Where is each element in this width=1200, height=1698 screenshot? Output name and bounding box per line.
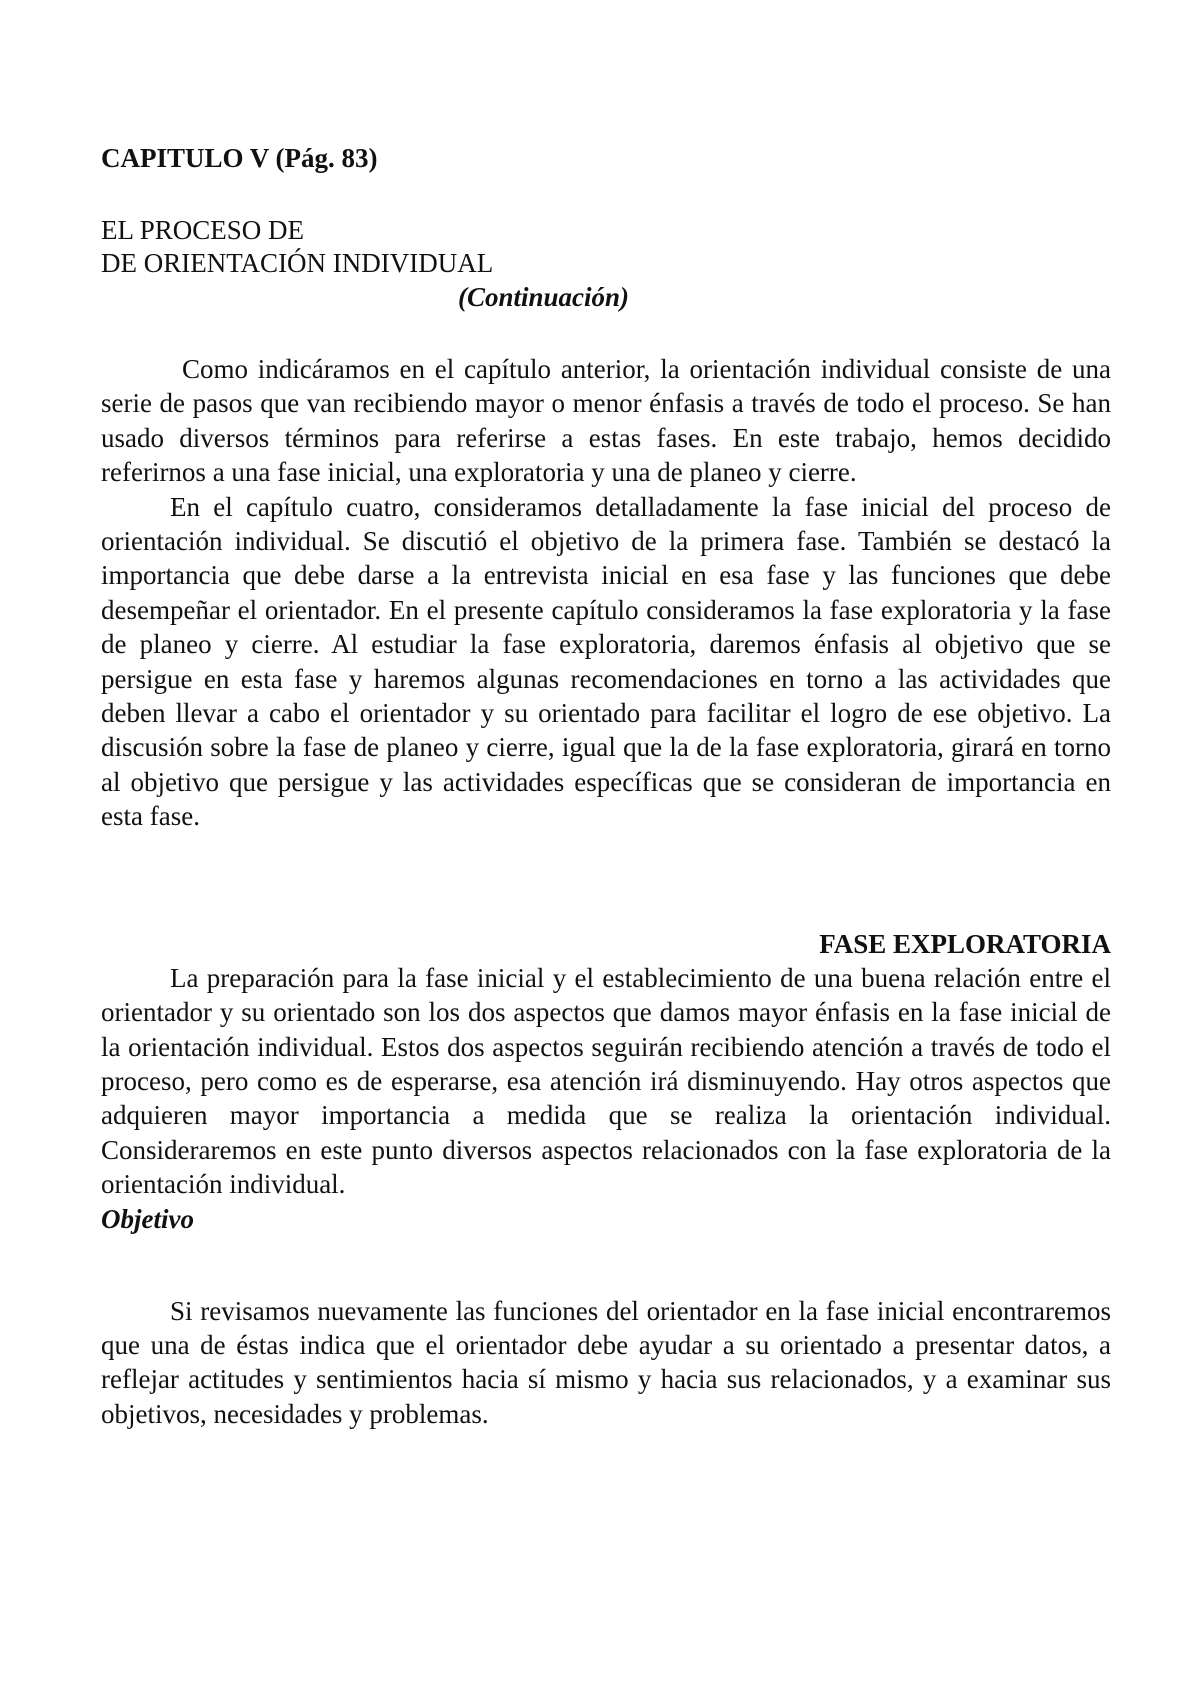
- body-paragraph-1: Como indicáramos en el capítulo anterior, la orientación individual consiste de una serie de pasos que van recibiendo mayor o menor énfasis a través de todo el proceso. Se han usado diversos términos para referirse a estas fases. En este trabajo, hemos decidido referirnos a una fase inicial, una exploratoria y una de planeo y cierre.: [101, 354, 1111, 488]
- section-heading-line-1: EL PROCESO DE: [101, 215, 305, 245]
- objetivo-subheading: Objetivo: [101, 1203, 194, 1234]
- continuation-label: (Continuación): [458, 282, 630, 312]
- section-heading: [101, 214, 1111, 280]
- section-heading-line-2: DE ORIENTACIÓN INDIVIDUAL: [101, 248, 494, 278]
- chapter-title: CAPITULO V (Pág. 83): [101, 143, 378, 173]
- fase-exploratoria-heading: FASE EXPLORATORIA: [819, 928, 1111, 959]
- body-paragraph-4: Si revisamos nuevamente las funciones del orientador en la fase inicial encontraremos que una de éstas indica que el orientador debe ayudar a su orientado a presentar datos, a reflejar actitudes y sentimientos hacia sí mismo y hacia sus relacionados, y a examinar sus objetivos, necesidades y problemas.: [101, 1295, 1111, 1429]
- body-paragraph-2: En el capítulo cuatro, consideramos detalladamente la fase inicial del proceso de orientación individual. Se discutió el objetivo de la primera fase. También se destacó la importancia que debe darse a la entrevista inicial en esa fase y las funciones que debe desempeñar el orientador. En el presente capítulo consideramos la fase exploratoria y la fase de planeo y cierre. Al estudiar la fase exploratoria, daremos énfasis al objetivo que se persigue en esta fase y haremos algunas recomendaciones en torno a las actividades que deben llevar a cabo el orientador y su orientado para facilitar el logro de ese objetivo. La discusión sobre la fase de planeo y cierre, igual que la de la fase exploratoria, girará en torno al objetivo que persigue y las actividades específicas que se consideran de importancia en esta fase.: [101, 491, 1111, 832]
- body-paragraph-3: La preparación para la fase inicial y el establecimiento de una buena relación entre el orientador y su orientado son los dos aspectos que damos mayor énfasis en la fase inicial de la orientación individual. Estos dos aspectos seguirán recibiendo atención a través de todo el proceso, pero como es de esperarse, esa atención irá disminuyendo. Hay otros aspectos que adquieren mayor importancia a medida que se realiza la orientación individual. Consideraremos en este punto diversos aspectos relacionados con la fase exploratoria de la orientación individual.: [101, 962, 1111, 1200]
- document-page: [101, 140, 1111, 1431]
